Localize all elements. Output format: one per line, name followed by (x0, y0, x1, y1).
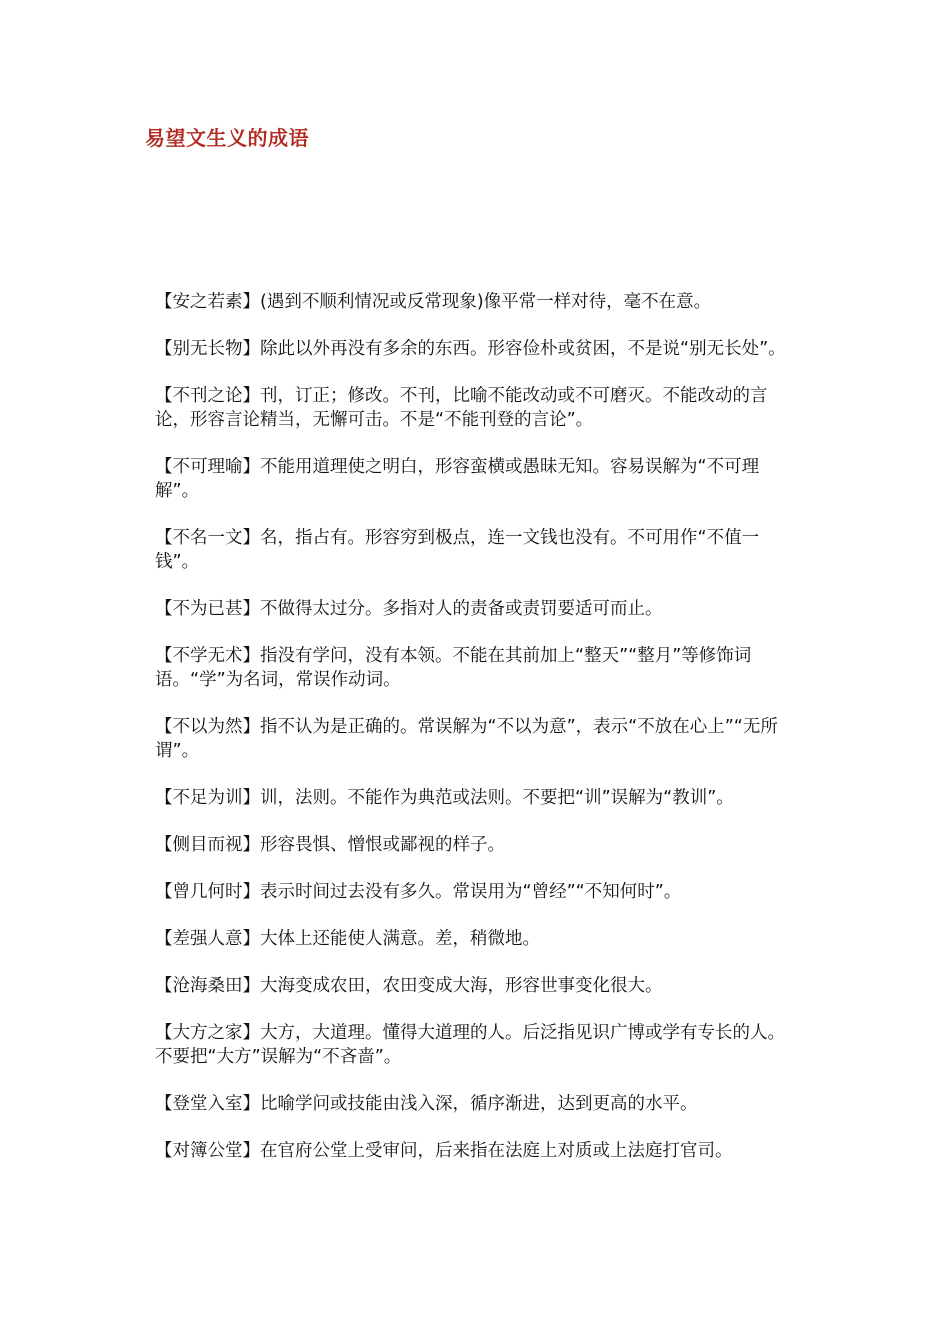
list-item: 【不可理喻】不能用道理使之明白，形容蛮横或愚昧无知。容易误解为“不可理解”。 (155, 457, 760, 501)
list-item: 【侧目而视】形容畏惧、憎恨或鄙视的样子。 (155, 835, 505, 855)
list-item: 【沧海桑田】大海变成农田，农田变成大海，形容世事变化很大。 (155, 976, 663, 996)
list-item: 【安之若素】(遇到不顺利情况或反常现象)像平常一样对待，毫不在意。 (155, 292, 712, 312)
list-item: 【对簿公堂】在官府公堂上受审问，后来指在法庭上对质或上法庭打官司。 (155, 1141, 733, 1161)
list-item: 【不名一文】名，指占有。形容穷到极点，连一文钱也没有。不可用作“不值一钱”。 (155, 528, 760, 572)
list-item: 【不学无术】指没有学问，没有本领。不能在其前加上“整天”“整月”等修饰词语。“学”为名词，常误作动词。 (155, 646, 752, 690)
list-item: 【别无长物】除此以外再没有多余的东西。形容俭朴或贫困，不是说“别无长处”。 (155, 339, 786, 359)
list-item: 【曾几何时】表示时间过去没有多久。常误用为“曾经”“不知何时”。 (155, 882, 682, 902)
list-item: 【大方之家】大方，大道理。懂得大道理的人。后泛指见识广博或学有专长的人。不要把“大方”误解为“不吝啬”。 (155, 1023, 785, 1067)
idiom-list (155, 290, 795, 1186)
list-item: 【登堂入室】比喻学问或技能由浅入深，循序渐进，达到更高的水平。 (155, 1094, 698, 1114)
list-item: 【不足为训】训，法则。不能作为典范或法则。不要把“训”误解为“教训”。 (155, 788, 734, 808)
list-item: 【差强人意】大体上还能使人满意。差，稍微地。 (155, 929, 540, 949)
list-item: 【不为已甚】不做得太过分。多指对人的责备或责罚要适可而止。 (155, 599, 663, 619)
list-item: 【不刊之论】刊，订正；修改。不刊，比喻不能改动或不可磨灭。不能改动的言论，形容言论精当，无懈可击。不是“不能刊登的言论”。 (155, 386, 768, 430)
list-item: 【不以为然】指不认为是正确的。常误解为“不以为意”，表示“不放在心上”“无所谓”。 (155, 717, 778, 761)
page-title: 易望文生义的成语 (145, 126, 309, 150)
